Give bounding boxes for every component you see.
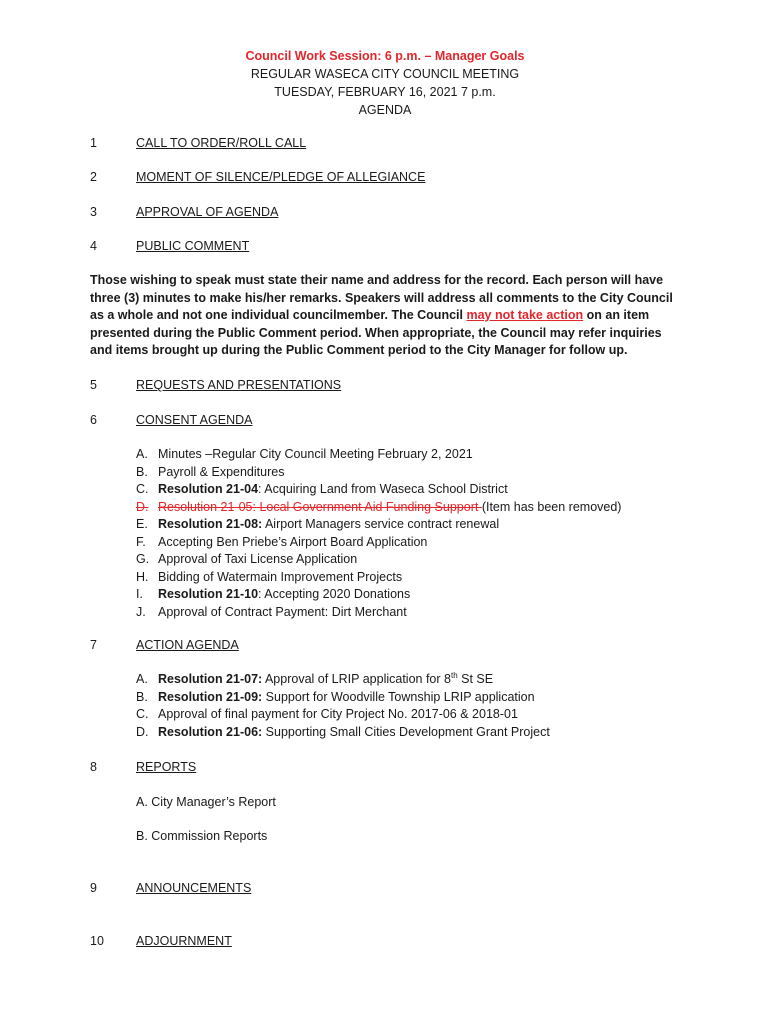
item-heading-requests: REQUESTS AND PRESENTATIONS — [136, 378, 342, 392]
list-item — [136, 551, 621, 569]
item-number: 2 — [90, 170, 97, 184]
meeting-date: TUESDAY, FEBRUARY 16, 2021 7 p.m. — [274, 85, 496, 99]
list-item-text: : Accepting 2020 Donations — [258, 587, 411, 601]
list-item — [136, 724, 550, 742]
list-letter: B. — [136, 464, 148, 479]
item-heading-reports: REPORTS — [136, 760, 197, 774]
list-item-text: Approval of LRIP application for 8 — [262, 672, 451, 686]
report-city-manager: A. City Manager’s Report — [136, 795, 276, 809]
agenda-title: AGENDA — [358, 103, 412, 117]
public-comment-paragraph — [90, 272, 678, 360]
list-item-text: Bidding of Watermain Improvement Projects — [158, 569, 403, 584]
work-session-line: Council Work Session: 6 p.m. – Manager Goals — [245, 49, 525, 63]
list-letter: I. — [136, 587, 143, 601]
list-item-text-end: St SE — [457, 672, 494, 686]
list-letter: G. — [136, 552, 150, 566]
list-item-text: Supporting Small Cities Development Grant Project — [262, 724, 550, 739]
resolution-number: Resolution 21-04 — [158, 482, 259, 496]
item-heading-adjournment: ADJOURNMENT — [136, 934, 232, 948]
item-heading-approval-of-agenda: APPROVAL OF AGENDA — [136, 205, 279, 219]
item-heading-announcements: ANNOUNCEMENTS — [136, 881, 252, 895]
list-letter: C. — [136, 707, 149, 721]
resolution-number: Resolution 21-08: — [158, 517, 263, 531]
list-letter: H. — [136, 569, 149, 584]
item-heading-public-comment: PUBLIC COMMENT — [136, 239, 250, 253]
item-heading-pledge: MOMENT OF SILENCE/PLEDGE OF ALLEGIANCE — [136, 170, 426, 184]
list-item-text: Accepting Ben Priebe’s Airport Board Application — [158, 534, 428, 549]
list-item — [136, 586, 621, 604]
list-item — [136, 569, 621, 587]
list-item — [136, 446, 621, 464]
list-letter: D. — [136, 499, 149, 514]
list-item — [136, 689, 550, 707]
list-item-text: (Item has been removed) — [481, 499, 622, 514]
consent-agenda-list — [136, 446, 621, 621]
item-number: 1 — [90, 136, 97, 150]
item-number: 9 — [90, 881, 97, 895]
list-item — [136, 671, 550, 689]
item-heading-call-to-order: CALL TO ORDER/ROLL CALL — [136, 136, 307, 150]
resolution-number: Resolution 21-09: — [158, 689, 263, 704]
public-comment-highlight: may not take action — [466, 308, 584, 322]
list-item — [136, 706, 550, 724]
ordinal-suffix: th — [450, 670, 458, 680]
list-item — [136, 604, 621, 622]
list-item-text: Airport Managers service contract renewal — [262, 517, 500, 531]
list-item-text: Payroll & Expenditures — [158, 464, 285, 479]
removed-item-text: Resolution 21-05: Local Government Aid Funding Support — [158, 499, 482, 514]
list-item-text: Approval of final payment for City Project No. 2017-06 & 2018-01 — [158, 707, 518, 721]
list-item — [136, 481, 621, 499]
list-letter: C. — [136, 482, 149, 496]
report-commission: B. Commission Reports — [136, 829, 268, 843]
item-number: 4 — [90, 239, 97, 253]
item-number: 10 — [90, 934, 104, 948]
list-letter: D. — [136, 724, 149, 739]
list-item — [136, 516, 621, 534]
item-number: 8 — [90, 760, 97, 774]
list-item — [136, 499, 621, 517]
action-agenda-list — [136, 671, 550, 741]
meeting-title: REGULAR WASECA CITY COUNCIL MEETING — [250, 67, 520, 81]
resolution-number: Resolution 21-10 — [158, 587, 259, 601]
list-item — [136, 534, 621, 552]
item-number: 6 — [90, 413, 97, 427]
item-heading-action-agenda: ACTION AGENDA — [136, 638, 239, 652]
list-letter: E. — [136, 517, 148, 531]
list-item-text: Support for Woodville Township LRIP application — [262, 689, 535, 704]
item-number: 3 — [90, 205, 97, 219]
list-letter: A. — [136, 447, 148, 461]
list-letter: F. — [136, 534, 146, 549]
list-letter: B. — [136, 689, 148, 704]
resolution-number: Resolution 21-06: — [158, 724, 263, 739]
item-number: 7 — [90, 638, 97, 652]
list-item-text: Approval of Taxi License Application — [158, 552, 358, 566]
public-comment-text-end: on an item presented during the Public Comment period. When appropriate, the Council may refer inquiries and items brought up during the Public Comment period to the City Manager for follow up. — [90, 308, 662, 357]
list-letter: J. — [136, 604, 146, 619]
list-item-text: : Acquiring Land from Waseca School District — [258, 482, 508, 496]
resolution-number: Resolution 21-07: — [158, 672, 263, 686]
item-number: 5 — [90, 378, 97, 392]
public-comment-text-start: Those wishing to speak must state their name and address for the record. Each person will have three (3) minutes to make his/her remarks. Speakers will address all comments to the City Council as a whole and not one individual councilmember. The Council — [90, 273, 673, 322]
list-item-text: Minutes –Regular City Council Meeting February 2, 2021 — [158, 447, 473, 461]
list-letter: A. — [136, 672, 148, 686]
item-heading-consent-agenda: CONSENT AGENDA — [136, 413, 253, 427]
list-item-text: Approval of Contract Payment: Dirt Merchant — [158, 604, 407, 619]
list-item — [136, 464, 621, 482]
